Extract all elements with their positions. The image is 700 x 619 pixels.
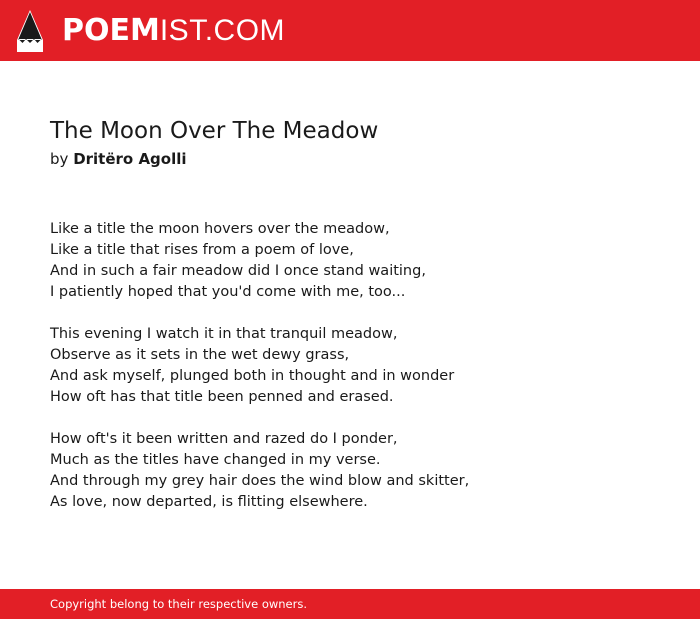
poem-line: Like a title that rises from a poem of love, [50, 242, 354, 258]
author-name: Dritëro Agolli [73, 150, 187, 168]
poem-line: And in such a fair meadow did I once stand waiting, [50, 263, 426, 279]
poem-line: And through my grey hair does the wind blow and skitter, [50, 473, 470, 489]
pencil-tip-icon [17, 10, 43, 52]
poem-line: And ask myself, plunged both in thought and in wonder [50, 368, 455, 384]
poem-title: The Moon Over The Meadow [50, 118, 379, 144]
poem-line: Like a title the moon hovers over the meadow, [50, 221, 390, 237]
stanza-1 [50, 219, 650, 303]
copyright-text: Copyright belong to their respective owners. [50, 597, 308, 611]
poem-line: Much as the titles have changed in my verse. [50, 452, 381, 468]
poem-body [50, 219, 650, 534]
poem-line: I patiently hoped that you'd come with me, too... [50, 284, 406, 300]
stanza-3 [50, 429, 650, 513]
poem-line: This evening I watch it in that tranquil meadow, [50, 326, 398, 342]
poem-line: How oft has that title been penned and erased. [50, 389, 394, 405]
stanza-2 [50, 324, 650, 408]
poem-line: As love, now departed, is flitting elsewhere. [50, 494, 368, 510]
poem-line: Observe as it sets in the wet dewy grass, [50, 347, 350, 363]
byline [50, 149, 187, 169]
site-footer [0, 589, 700, 619]
site-logo[interactable] [62, 13, 285, 49]
logo-light-text: IST.COM [159, 14, 286, 47]
site-header [0, 0, 700, 61]
poem-line: How oft's it been written and razed do I ponder, [50, 431, 398, 447]
by-label: by [50, 150, 69, 168]
logo-bold-text: POEM [62, 13, 160, 48]
